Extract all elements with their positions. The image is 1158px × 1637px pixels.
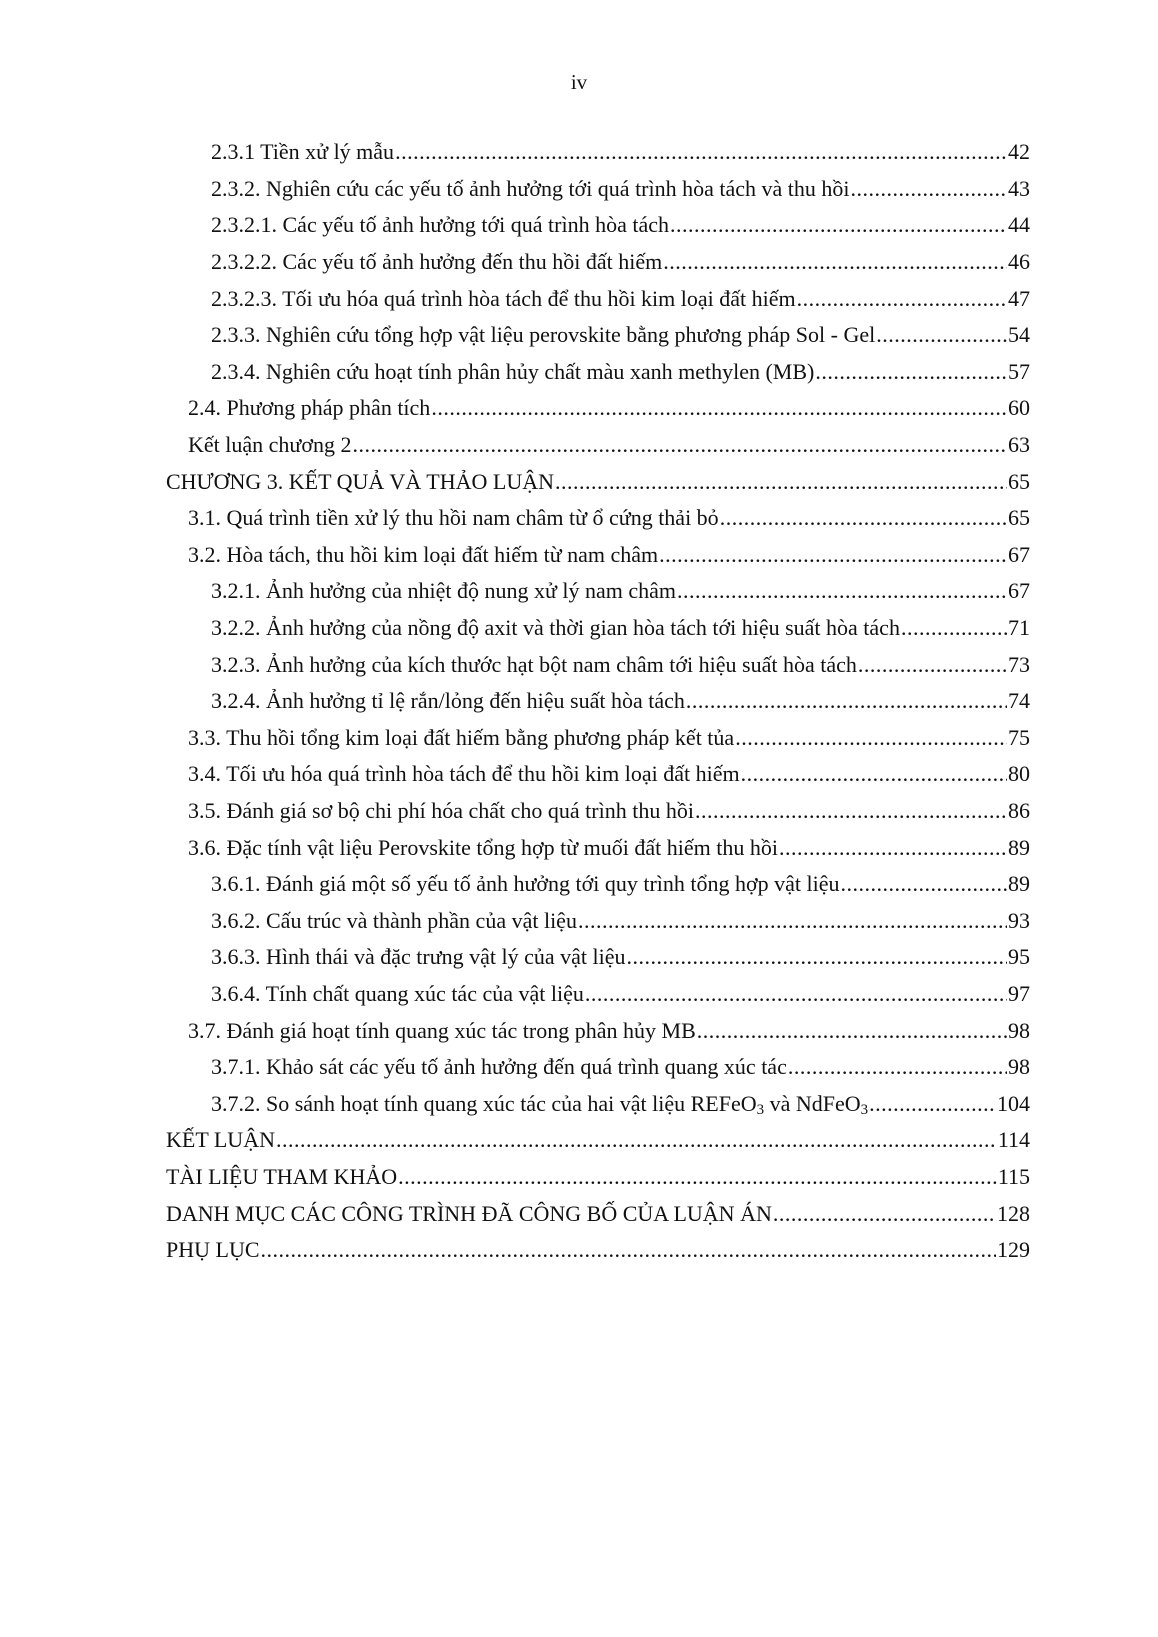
- toc-chapter-entry[interactable]: [0, 1159, 1158, 1196]
- toc-entry[interactable]: [0, 317, 1158, 354]
- toc-entry-title: 2.3.3. Nghiên cứu tổng hợp vật liệu perovskite bằng phương pháp Sol - Gel: [211, 322, 876, 348]
- toc-entry-page: 54: [1008, 322, 1030, 348]
- toc-entry[interactable]: [0, 537, 1158, 574]
- toc-entry-title: KẾT LUẬN: [166, 1127, 275, 1153]
- toc-entry-page: 71: [1008, 615, 1030, 641]
- dot-leader: [663, 249, 1007, 275]
- toc-entry[interactable]: [0, 720, 1158, 757]
- toc-chapter-entry[interactable]: [0, 1195, 1158, 1232]
- dot-leader: [741, 761, 1007, 787]
- toc-entry-page: 67: [1008, 578, 1030, 604]
- toc-entry[interactable]: [0, 573, 1158, 610]
- toc-entry[interactable]: [0, 354, 1158, 391]
- toc-entry-title: TÀI LIỆU THAM KHẢO: [166, 1163, 398, 1189]
- toc-entry[interactable]: [0, 171, 1158, 208]
- dot-leader: [276, 1127, 997, 1153]
- dot-leader: [697, 1018, 1007, 1044]
- toc-entry-title: 2.3.2.2. Các yếu tố ảnh hưởng đến thu hồi đất hiếm: [211, 249, 663, 275]
- toc-entry-page: 98: [1008, 1054, 1030, 1080]
- toc-entry[interactable]: [0, 1085, 1158, 1122]
- toc-entry-page: 86: [1008, 797, 1030, 823]
- dot-leader: [858, 652, 1007, 678]
- dot-leader: [578, 908, 1007, 934]
- toc-entry[interactable]: [0, 902, 1158, 939]
- toc-entry[interactable]: [0, 683, 1158, 720]
- toc-entry-title: 3.6.4. Tính chất quang xúc tác của vật liệu: [211, 980, 584, 1006]
- dot-leader: [398, 1164, 997, 1190]
- toc-entry[interactable]: [0, 500, 1158, 537]
- subscript: 3: [860, 1101, 869, 1118]
- toc-entry-page: 89: [1008, 871, 1030, 897]
- dot-leader: [695, 798, 1007, 824]
- toc-entry-title: [211, 1091, 868, 1117]
- dot-leader: [797, 286, 1007, 312]
- toc-entry-title: 3.2.4. Ảnh hưởng tỉ lệ rắn/lỏng đến hiệu suất hòa tách: [211, 688, 685, 714]
- toc-entry-title: 3.6.1. Đánh giá một số yếu tố ảnh hưởng tới quy trình tổng hợp vật liệu: [211, 871, 840, 897]
- toc-chapter-entry[interactable]: [0, 1232, 1158, 1269]
- dot-leader: [815, 359, 1007, 385]
- toc-entry-page: 98: [1008, 1017, 1030, 1043]
- dot-leader: [876, 322, 1007, 348]
- toc-entry-page: 73: [1008, 651, 1030, 677]
- toc-entry-page: 95: [1008, 944, 1030, 970]
- dot-leader: [670, 212, 1007, 238]
- toc-entry-page: 104: [997, 1090, 1030, 1116]
- dot-leader: [779, 835, 1007, 861]
- dot-leader: [841, 871, 1007, 897]
- toc-entry-page: 65: [1008, 468, 1030, 494]
- toc-entry-title: 3.1. Quá trình tiền xử lý thu hồi nam châm từ ổ cứng thải bỏ: [188, 505, 719, 531]
- dot-leader: [869, 1091, 996, 1117]
- toc-entry-page: 93: [1008, 907, 1030, 933]
- toc-chapter-entry[interactable]: [0, 1122, 1158, 1159]
- toc-entry-page: 89: [1008, 834, 1030, 860]
- toc-entry[interactable]: [0, 939, 1158, 976]
- toc-entry-page: 42: [1008, 139, 1030, 165]
- toc-entry-title: 3.6. Đặc tính vật liệu Perovskite tổng hợp từ muối đất hiếm thu hồi: [188, 834, 778, 860]
- toc-entry-page: 44: [1008, 212, 1030, 238]
- toc-entry-page: 97: [1008, 980, 1030, 1006]
- toc-entry-title: CHƯƠNG 3. KẾT QUẢ VÀ THẢO LUẬN: [166, 468, 555, 494]
- toc-entry-title: 2.3.1 Tiền xử lý mẫu: [211, 139, 395, 165]
- toc-entry-page: 74: [1008, 688, 1030, 714]
- dot-leader: [773, 1201, 996, 1227]
- dot-leader: [901, 615, 1007, 641]
- toc-entry[interactable]: [0, 829, 1158, 866]
- toc-entry-page: 63: [1008, 432, 1030, 458]
- toc-entry-title: 3.7.1. Khảo sát các yếu tố ảnh hưởng đến quá trình quang xúc tác: [211, 1054, 787, 1080]
- toc-entry[interactable]: [0, 866, 1158, 903]
- toc-entry-page: 128: [997, 1200, 1030, 1226]
- toc-entry-title: DANH MỤC CÁC CÔNG TRÌNH ĐÃ CÔNG BỐ CỦA LUẬN ÁN: [166, 1200, 772, 1226]
- toc-entry[interactable]: [0, 756, 1158, 793]
- toc-entry-page: 43: [1008, 175, 1030, 201]
- toc-entry[interactable]: [0, 244, 1158, 281]
- toc-entry[interactable]: [0, 280, 1158, 317]
- dot-leader: [788, 1054, 1007, 1080]
- toc-entry-title: 3.2. Hòa tách, thu hồi kim loại đất hiếm từ nam châm: [188, 541, 659, 567]
- dot-leader: [395, 139, 1007, 165]
- dot-leader: [627, 944, 1007, 970]
- dot-leader: [720, 505, 1007, 531]
- dot-leader: [677, 578, 1007, 604]
- dot-leader: [686, 688, 1007, 714]
- dot-leader: [431, 395, 1007, 421]
- toc-entry[interactable]: [0, 207, 1158, 244]
- table-of-contents: [0, 134, 1158, 1268]
- toc-entry[interactable]: [0, 427, 1158, 464]
- toc-entry-title: 3.6.3. Hình thái và đặc trưng vật lý của vật liệu: [211, 944, 626, 970]
- dot-leader: [261, 1237, 996, 1263]
- toc-entry[interactable]: [0, 793, 1158, 830]
- page-number: iv: [570, 70, 588, 94]
- toc-entry[interactable]: [0, 646, 1158, 683]
- toc-entry-title: 3.7. Đánh giá hoạt tính quang xúc tác trong phân hủy MB: [188, 1017, 696, 1043]
- toc-entry[interactable]: [0, 390, 1158, 427]
- toc-entry-page: 115: [997, 1163, 1030, 1189]
- toc-entry-title: Kết luận chương 2: [188, 432, 352, 458]
- dot-leader: [555, 469, 1007, 495]
- toc-entry-page: 46: [1008, 249, 1030, 275]
- toc-entry-page: 114: [997, 1127, 1030, 1153]
- toc-entry-title-text: và NdFeO: [764, 1090, 861, 1116]
- toc-entry[interactable]: [0, 1049, 1158, 1086]
- toc-entry-page: 67: [1008, 541, 1030, 567]
- toc-entry-page: 47: [1008, 285, 1030, 311]
- toc-entry[interactable]: [0, 976, 1158, 1013]
- dot-leader: [851, 176, 1007, 202]
- dot-leader: [735, 725, 1007, 751]
- toc-entry-page: 80: [1008, 761, 1030, 787]
- toc-entry-title: 3.5. Đánh giá sơ bộ chi phí hóa chất cho quá trình thu hồi: [188, 797, 694, 823]
- toc-entry[interactable]: [0, 134, 1158, 171]
- toc-entry-page: 65: [1008, 505, 1030, 531]
- toc-entry-title: 2.3.4. Nghiên cứu hoạt tính phân hủy chất màu xanh methylen (MB): [211, 358, 815, 384]
- toc-entry-title: 2.3.2. Nghiên cứu các yếu tố ảnh hưởng tới quá trình hòa tách và thu hồi: [211, 175, 850, 201]
- toc-entry-title: 2.3.2.3. Tối ưu hóa quá trình hòa tách để thu hồi kim loại đất hiếm: [211, 285, 796, 311]
- toc-entry-title: 3.6.2. Cấu trúc và thành phần của vật liệu: [211, 907, 577, 933]
- toc-entry-page: 129: [997, 1237, 1030, 1263]
- toc-entry-title: 3.4. Tối ưu hóa quá trình hòa tách để thu hồi kim loại đất hiếm: [188, 761, 740, 787]
- toc-chapter-entry[interactable]: [0, 463, 1158, 500]
- dot-leader: [352, 432, 1007, 458]
- dot-leader: [659, 542, 1007, 568]
- toc-entry[interactable]: [0, 1012, 1158, 1049]
- toc-entry-title-text: 3.7.2. So sánh hoạt tính quang xúc tác của hai vật liệu REFeO: [211, 1090, 757, 1116]
- toc-entry-title: 3.2.1. Ảnh hưởng của nhiệt độ nung xử lý nam châm: [211, 578, 677, 604]
- dot-leader: [585, 981, 1007, 1007]
- toc-entry[interactable]: [0, 610, 1158, 647]
- toc-entry-title: 3.2.3. Ảnh hưởng của kích thước hạt bột nam châm tới hiệu suất hòa tách: [211, 651, 857, 677]
- toc-entry-title: 3.2.2. Ảnh hưởng của nồng độ axit và thời gian hòa tách tới hiệu suất hòa tách: [211, 615, 900, 641]
- toc-entry-page: 60: [1008, 395, 1030, 421]
- subscript: 3: [756, 1101, 765, 1118]
- toc-entry-page: 75: [1008, 724, 1030, 750]
- toc-entry-title: 3.3. Thu hồi tổng kim loại đất hiếm bằng phương pháp kết tủa: [188, 724, 735, 750]
- toc-entry-title: 2.3.2.1. Các yếu tố ảnh hưởng tới quá trình hòa tách: [211, 212, 669, 238]
- toc-entry-title: PHỤ LỤC: [166, 1237, 260, 1263]
- toc-entry-title: 2.4. Phương pháp phân tích: [188, 395, 431, 421]
- toc-entry-page: 57: [1008, 358, 1030, 384]
